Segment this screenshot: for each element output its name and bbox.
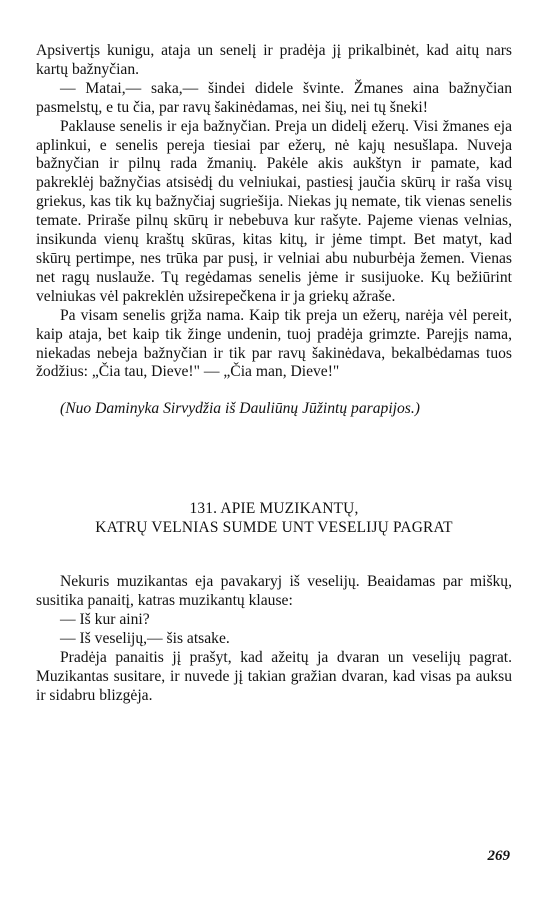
page-number: 269 bbox=[487, 848, 510, 864]
paragraph-4: Pa visam senelis grįža nama. Kaip tik preja un ežerų, narėja vėl pereit, kaip ataja, bet kaip tik žinge undenin, tuoj pradėja grimzte. Parejįs nama, niekadas nebeja bažnyčian ir tik par ravų šakinėdava, bekalbėdamas tuos žodžius: „Čia tau, Dieve!" — „Čia man, Dieve!" bbox=[36, 306, 512, 381]
paragraph-3: Paklause senelis ir eja bažnyčian. Preja un didelį ežerų. Visi žmanes eja aplinkui, e senelis pereja tiesiai par ežerų, nė kajų nesušlapa. Nuveja bažnyčian ir pilnų rada žmanių. Pakėle akis aukštyn ir pamate, kad pakreklėj bažnyčias atsisėdį du velniukai, pastiesį jaučia skūrų ir raša visų griekus, kas tik kų bažnyčiaj sugriešija. Niekas jų nemate, tik vienas senelis temate. Priraše pilnų skūrų ir nebebuva kur rašyte. Pajeme vienas velnias, insikunda vienų kraštų skūras, kitas kitų, ir jėme timpt. Bet matyt, kad skūrų pertimpe, nes trūka par pusį, ir velniai abu nuburbėja žemen. Vienas net ragų nuslauže. Tų regėdamas senelis jėme ir susijuoke. Kų bežiūrint velniukas vėl pakreklėn užsirepečkena ir ja griekų ažraše. bbox=[36, 117, 512, 305]
story-heading bbox=[36, 499, 512, 537]
paragraph-6: — Iš kur aini? bbox=[60, 611, 150, 629]
paragraph-7: — Iš veselijų,— šis atsake. bbox=[60, 629, 230, 647]
paragraph-1: Apsivertįs kunigu, ataja un senelį ir pradėja jį prikalbinėt, kad aitų nars kartų bažnyčian. bbox=[36, 42, 512, 78]
book-page bbox=[36, 42, 512, 706]
paragraph-5: Nekuris muzikantas eja pavakaryj iš veselijų. Beaidamas par miškų, susitika panaitį, katras muzikantų klause: bbox=[36, 573, 512, 610]
paragraph-8: Pradėja panaitis jį prašyt, kad ažeitų ja dvaran un veselijų pagrat. Muzikantas susitare, ir nuvede jį takian gražian dvaran, kad visas pa auksu ir sidabru blizgėja. bbox=[36, 648, 512, 704]
story-heading-line-2: KATRŲ VELNIAS SUMDE UNT VESELIJŲ PAGRAT bbox=[95, 519, 453, 537]
source-note: (Nuo Daminyka Sirvydžia iš Dauliūnų Jūžintų parapijos.) bbox=[60, 400, 420, 418]
story-heading-line-1: 131. APIE MUZIKANTŲ, bbox=[189, 500, 359, 518]
paragraph-2: — Matai,— saka,— šindei didele švinte. Žmanes aina bažnyčian pasmelstų, e tu čia, par ravų šakinėdamas, nei šių, nei tų šneki! bbox=[36, 79, 512, 116]
